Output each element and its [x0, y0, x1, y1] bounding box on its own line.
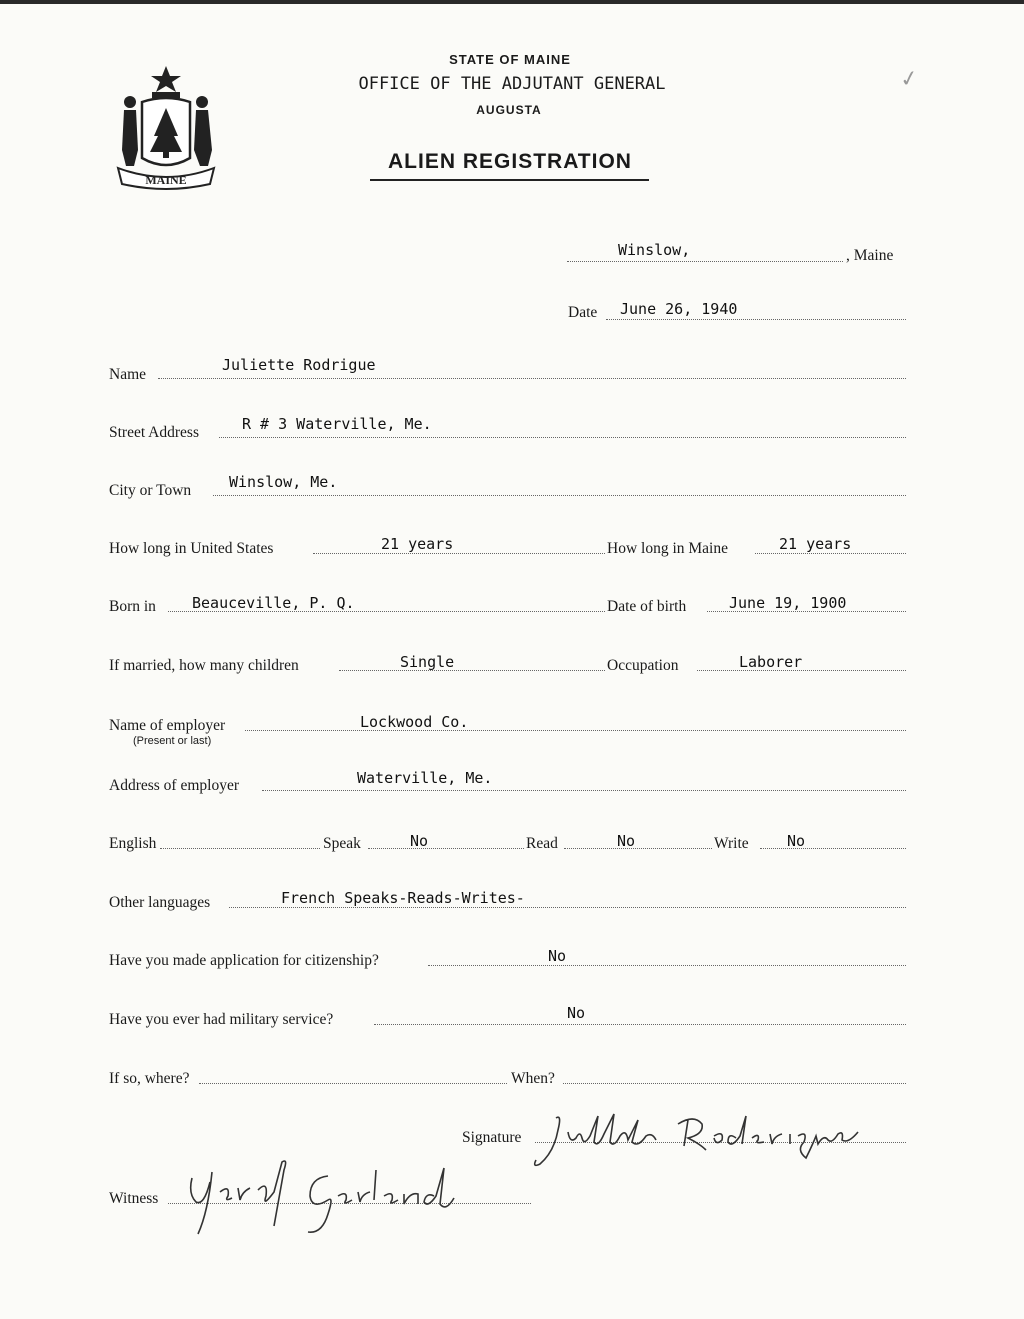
write-value: No	[787, 832, 806, 850]
read-line	[564, 848, 712, 849]
header-city: AUGUSTA	[476, 103, 542, 117]
town-line	[567, 261, 843, 262]
employer-address-label: Address of employer	[109, 777, 239, 794]
write-line	[760, 848, 906, 849]
children-line	[339, 670, 605, 671]
witness-handwriting	[178, 1152, 468, 1242]
us-time-line	[313, 553, 605, 554]
us-time-label: How long in United States	[109, 540, 274, 557]
when-line	[563, 1083, 906, 1084]
english-label: English	[109, 835, 157, 852]
employer-address-line	[262, 790, 906, 791]
town-value: Winslow,	[618, 241, 691, 259]
occupation-label: Occupation	[607, 657, 679, 674]
employer-sublabel: (Present or last)	[133, 735, 212, 747]
signature-handwriting	[528, 1104, 868, 1174]
speak-label: Speak	[323, 835, 361, 852]
children-label: If married, how many children	[109, 657, 299, 674]
header-state: STATE OF MAINE	[449, 52, 571, 67]
read-value: No	[617, 832, 636, 850]
title-underline	[370, 179, 649, 181]
city-value: Winslow, Me.	[229, 473, 338, 491]
other-languages-label: Other languages	[109, 894, 211, 911]
street-line	[219, 437, 906, 438]
name-value: Juliette Rodrigue	[222, 356, 376, 374]
other-languages-value: French Speaks-Reads-Writes-	[281, 889, 525, 907]
maine-time-label: How long in Maine	[607, 540, 728, 557]
form-title: ALIEN REGISTRATION	[388, 150, 632, 173]
other-languages-line	[229, 907, 906, 908]
employer-address-value: Waterville, Me.	[357, 769, 493, 787]
top-border	[0, 0, 1024, 4]
maine-time-line	[755, 553, 906, 554]
maine-time-value: 21 years	[779, 535, 852, 553]
witness-label: Witness	[109, 1190, 159, 1207]
seal-label: MAINE	[145, 173, 187, 187]
born-in-value: Beauceville, P. Q.	[192, 594, 355, 612]
where-line	[199, 1083, 507, 1084]
born-in-label: Born in	[109, 598, 156, 615]
citizenship-label: Have you made application for citizenship?	[109, 952, 379, 969]
street-value: R # 3 Waterville, Me.	[242, 415, 432, 433]
speak-value: No	[410, 832, 429, 850]
where-label: If so, where?	[109, 1070, 190, 1087]
name-label: Name	[109, 366, 147, 383]
military-value: No	[567, 1004, 586, 1022]
date-value: June 26, 1940	[620, 300, 738, 318]
read-label: Read	[526, 835, 558, 852]
signature-label: Signature	[462, 1129, 522, 1146]
military-line	[374, 1024, 906, 1025]
when-label: When?	[511, 1070, 555, 1087]
employer-label: Name of employer	[109, 717, 226, 734]
english-line	[160, 848, 320, 849]
children-value: Single	[400, 653, 455, 671]
write-label: Write	[714, 835, 749, 852]
check-mark-icon: ✓	[897, 64, 921, 93]
dob-label: Date of birth	[607, 598, 687, 615]
city-label: City or Town	[109, 482, 192, 499]
street-label: Street Address	[109, 424, 199, 441]
city-line	[213, 495, 906, 496]
maine-label: , Maine	[846, 247, 894, 264]
name-line	[158, 378, 906, 379]
date-label: Date	[568, 304, 598, 321]
speak-line	[368, 848, 524, 849]
employer-line	[245, 730, 906, 731]
employer-value: Lockwood Co.	[360, 713, 469, 731]
us-time-value: 21 years	[381, 535, 454, 553]
military-label: Have you ever had military service?	[109, 1011, 334, 1028]
date-line	[606, 319, 906, 320]
citizenship-value: No	[548, 947, 567, 965]
dob-value: June 19, 1900	[729, 594, 847, 612]
citizenship-line	[428, 965, 906, 966]
header-office: OFFICE OF THE ADJUTANT GENERAL	[358, 74, 666, 94]
occupation-value: Laborer	[739, 653, 803, 671]
